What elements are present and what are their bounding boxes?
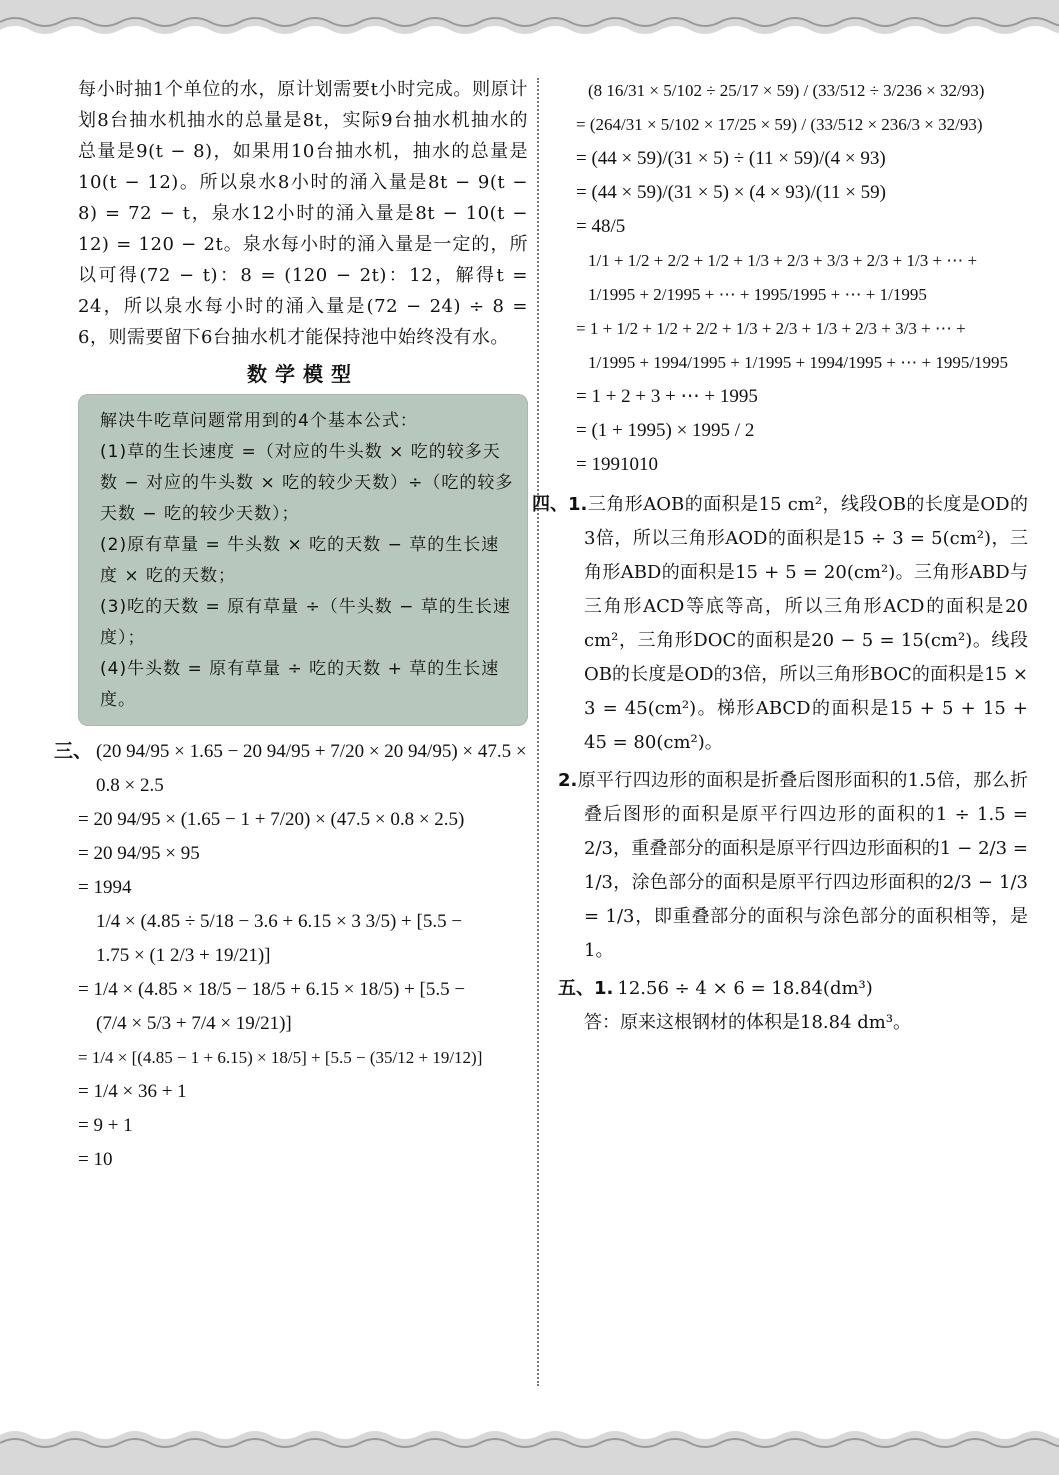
math-model-box	[78, 359, 528, 726]
calc-line: 1/1 + 1/2 + 2/2 + 1/2 + 1/3 + 2/3 + 3/3 + 2/3 + 1/3 + ⋯ +	[588, 251, 978, 270]
equation-line: = 10	[78, 1149, 113, 1170]
box-line: 解决牛吃草问题常用到的4个基本公式：	[100, 411, 418, 431]
calc-line: = (44 × 59)/(31 × 5) ÷ (11 × 59)/(4 × 93)	[576, 148, 886, 169]
box-line: (2)原有草量 = 牛头数 × 吃的天数 − 草的生长速度 × 吃的天数；	[100, 535, 500, 586]
calc-line: = 48/5	[576, 216, 626, 237]
section-four-label: 四、	[532, 494, 568, 515]
final-answer: 答：原来这根钢材的体积是18.84 dm³。	[584, 1012, 912, 1033]
box-line: (3)吃的天数 = 原有草量 ÷（牛头数 − 草的生长速度）；	[100, 597, 511, 648]
calc-line: = 1 + 2 + 3 + ⋯ + 1995	[576, 386, 758, 407]
calc-line: = (1 + 1995) × 1995 / 2	[576, 420, 755, 441]
right-column	[532, 74, 1028, 1040]
calc-line: 1/1995 + 2/1995 + ⋯ + 1995/1995 + ⋯ + 1/1995	[588, 285, 927, 304]
section-five-label: 五、	[558, 978, 594, 999]
calc-line: = 1 + 1/2 + 1/2 + 2/2 + 1/3 + 2/3 + 1/3 + 2/3 + 3/3 + ⋯ +	[576, 319, 966, 338]
column-divider	[537, 78, 539, 1386]
section-three	[54, 734, 528, 1177]
equation-line: = 1/4 × (4.85 × 18/5 − 18/5 + 6.15 × 18/5) + [5.5 −	[78, 979, 466, 1000]
box-line: (1)草的生长速度 =（对应的牛头数 × 吃的较多天数 − 对应的牛头数 × 吃的较少天数）÷（吃的较多天数 − 吃的较少天数）；	[100, 442, 514, 524]
solution-paragraph: 每小时抽1个单位的水，原计划需要t小时完成。则原计划8台抽水机抽水的总量是8t，实际9台抽水机抽水的总量是9(t − 8)，如果用10台抽水机，抽水的总量是10(t − 12)。所以泉水8小时的涌入量是8t − 9(t − 8) = 72 − t，泉水12小时的涌入量是8t − 10(t − 12) = 120 − 2t。泉水每小时的涌入量是一定的，所以可得(72 − t)：8 = (120 − 2t)：12，解得t = 24，所以泉水每小时的涌入量是(72 − 24) ÷ 8 = 6，则需要留下6台抽水机才能保持池中始终没有水。	[78, 79, 528, 348]
calc-line: = 1991010	[576, 454, 658, 475]
equation-line: = 20 94/95 × 95	[78, 843, 200, 864]
equation-line: 0.8 × 2.5	[96, 775, 164, 796]
answer-text: 原平行四边形的面积是折叠后图形面积的1.5倍，那么折叠后图形的面积是原平行四边形的面积的1 ÷ 1.5 = 2/3，重叠部分的面积是原平行四边形面积的1 − 2/3 = 1/3，涂色部分的面积是原平行四边形面积的2/3 − 1/3 = 1/3，即重叠部分的面积与涂色部分的面积相等，是1。	[577, 770, 1028, 961]
box-line: (4)牛头数 = 原有草量 ÷ 吃的天数 + 草的生长速度。	[100, 659, 500, 710]
calc-text: 12.56 ÷ 4 × 6 = 18.84(dm³)	[617, 978, 873, 999]
equation-line: = 20 94/95 × (1.65 − 1 + 7/20) × (47.5 × 0.8 × 2.5)	[78, 809, 465, 830]
section-five	[558, 972, 1028, 1040]
calc-line: = (44 × 59)/(31 × 5) × (4 × 93)/(11 × 59)	[576, 182, 887, 203]
top-border	[0, 0, 1059, 50]
equation-line: = 9 + 1	[78, 1115, 133, 1136]
question-number: 1.	[594, 978, 614, 999]
question-number: 2.	[558, 770, 578, 791]
equation-line: = 1994	[78, 877, 132, 898]
equation-line: (20 94/95 × 1.65 − 20 94/95 + 7/20 × 20 94/95) × 47.5 ×	[96, 741, 527, 762]
equation-line: = 1/4 × [(4.85 − 1 + 6.15) × 18/5] + [5.5 − (35/12 + 19/12)]	[78, 1048, 483, 1067]
calc-line: 1/1995 + 1994/1995 + 1/1995 + 1994/1995 + ⋯ + 1995/1995	[588, 353, 1009, 372]
section-three-label: 三、	[54, 740, 93, 762]
calc-line: = (264/31 × 5/102 × 17/25 × 59) / (33/512 × 236/3 × 32/93)	[576, 115, 983, 134]
question-number: 1.	[568, 494, 588, 515]
section-four	[532, 488, 1028, 968]
calc-line: (8 16/31 × 5/102 ÷ 25/17 × 59) / (33/512 ÷ 3/236 × 32/93)	[588, 81, 985, 100]
left-column	[54, 74, 528, 1177]
answer-text: 三角形AOB的面积是15 cm²，线段OB的长度是OD的3倍，所以三角形AOD的面积是15 ÷ 3 = 5(cm²)，三角形ABD的面积是15 + 5 = 20(cm²)。三角形ABD与三角形ACD等底等高，所以三角形ACD的面积是20 cm²，三角形DOC的面积是20 − 5 = 15(cm²)。线段OB的长度是OD的3倍，所以三角形BOC的面积是15 × 3 = 45(cm²)。梯形ABCD的面积是15 + 5 + 15 + 45 = 80(cm²)。	[584, 494, 1028, 753]
bottom-border	[0, 1417, 1059, 1475]
equation-line: (7/4 × 5/3 + 7/4 × 19/21)]	[96, 1013, 292, 1034]
equation-line: 1/4 × (4.85 ÷ 5/18 − 3.6 + 6.15 × 3 3/5) + [5.5 −	[96, 911, 463, 932]
equation-line: 1.75 × (1 2/3 + 19/21)]	[96, 945, 271, 966]
math-model-title: 数学模型	[247, 362, 359, 386]
equation-line: = 1/4 × 36 + 1	[78, 1081, 187, 1102]
